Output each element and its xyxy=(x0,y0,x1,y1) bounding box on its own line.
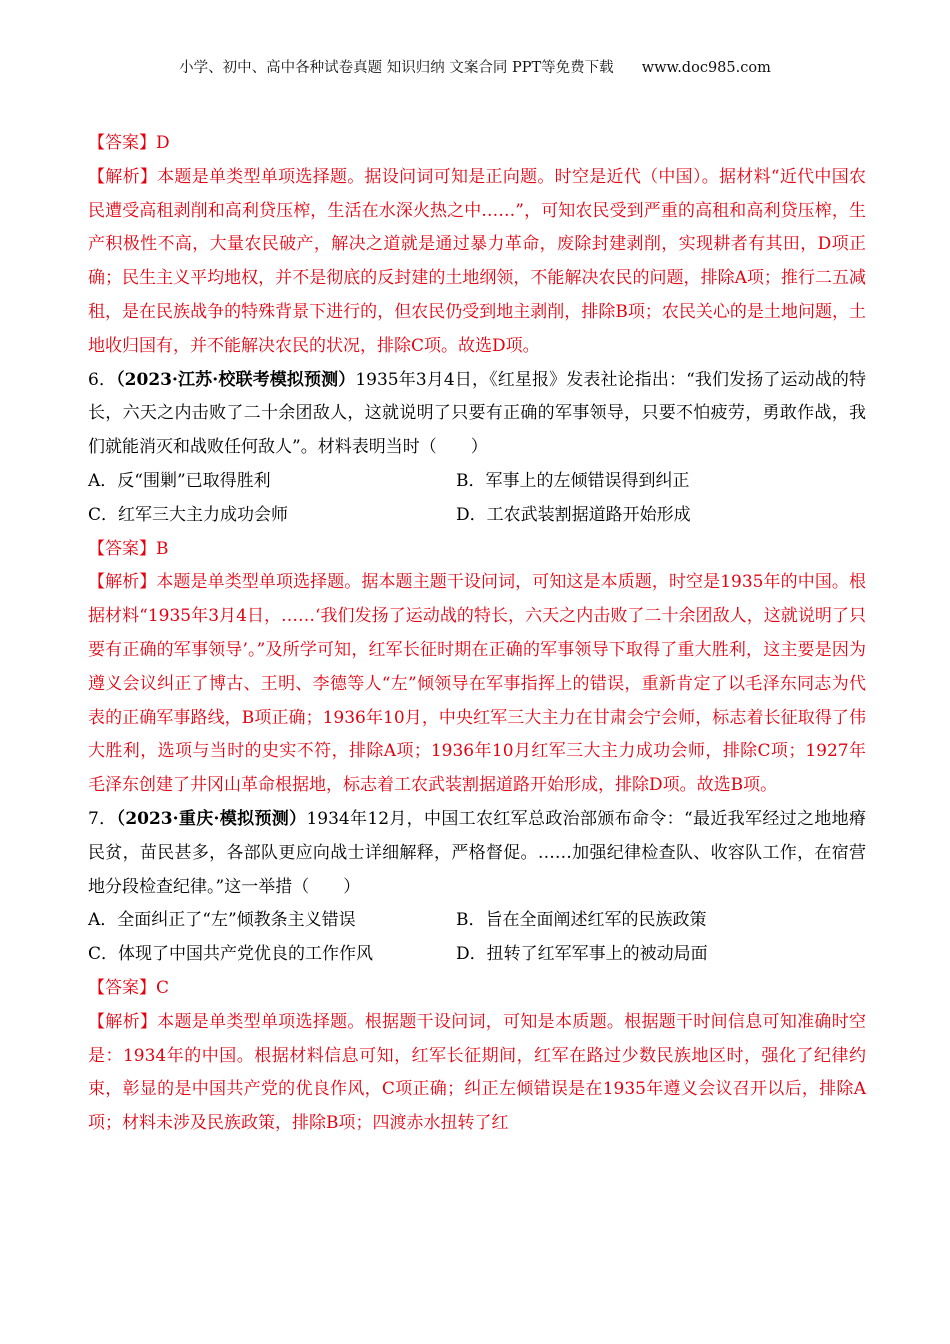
q6-source: （2023·江苏·校联考模拟预测） xyxy=(116,369,356,390)
q6-stem: 1935年3月4日，《红星报》发表社论指出：“我们发扬了运动战的特长，六天之内击败了二十余团敌人，这就说明了只要有正确的军事领导，只要不怕疲劳，勇敢作战，我们就能消灭和战败任何敌人”。材料表明当时（ ） xyxy=(88,369,866,458)
header-text: 小学、初中、高中各种试卷真题 知识归纳 文案合同 PPT等免费下载 xyxy=(179,60,614,76)
q7-option-c: C．体现了中国共产党优良的工作作风 xyxy=(88,944,374,965)
q7-stem: 1934年12月，中国工农红军总政治部颁布命令：“最近我军经过之地地瘠民贫，苗民甚多，各部队更应向战士详细解释，严格督促。……加强纪律检查队、收容队工作，在宿营地分段检查纪律。”这一举措（ ） xyxy=(88,808,866,897)
q6-option-a: A．反“围剿”已取得胜利 xyxy=(88,470,271,491)
document-body xyxy=(88,127,866,1141)
q7-number: 7． xyxy=(88,808,117,829)
q6-question xyxy=(88,364,866,465)
q6-answer: 【答案】B xyxy=(88,538,169,559)
page-header xyxy=(0,56,950,77)
q7-options-row-2 xyxy=(88,938,866,972)
q7-source: （2023·重庆·模拟预测） xyxy=(116,808,307,829)
q7-options-row-1 xyxy=(88,904,866,938)
q6-option-d: D．工农武装割据道路开始形成 xyxy=(456,504,691,525)
q6-analysis: 【解析】本题是单类型单项选择题。据本题主题干设问词，可知这是本质题，时空是1935年的中国。根据材料“1935年3月4日，……‘我们发扬了运动战的特长，六天之内击败了二十余团敌人，这就说明了只要有正确的军事领导’。”及所学可知，红军长征时期在正确的军事领导下取得了重大胜利，这主要是因为遵义会议纠正了博古、王明、李德等人“左”倾领导在军事指挥上的错误，重新肯定了以毛泽东同志为代表的正确军事路线，B项正确；1936年10月，中央红军三大主力在甘肃会宁会师，标志着长征取得了伟大胜利，选项与当时的史实不符，排除A项；1936年10月红军三大主力成功会师，排除C项；1927年毛泽东创建了井冈山革命根据地，标志着工农武装割据道路开始形成，排除D项。故选B项。 xyxy=(88,572,866,796)
q7-option-b: B．旨在全面阐述红军的民族政策 xyxy=(456,910,707,931)
q7-question xyxy=(88,803,866,904)
header-url[interactable]: www.doc985.com xyxy=(641,60,771,76)
q7-analysis: 【解析】本题是单类型单项选择题。根据题干设问词，可知是本质题。根据题干时间信息可知准确时空是：1934年的中国。根据材料信息可知，红军长征期间，红军在路过少数民族地区时，强化了纪律约束，彰显的是中国共产党的优良作风，C项正确；纠正左倾错误是在1935年遵义会议召开以后，排除A项；材料未涉及民族政策，排除B项；四渡赤水扭转了红 xyxy=(88,1011,866,1134)
q7-option-a: A．全面纠正了“左”倾教条主义错误 xyxy=(88,910,356,931)
q7-answer: 【答案】C xyxy=(88,977,170,998)
q5-answer: 【答案】D xyxy=(88,133,170,153)
q6-options-row-2 xyxy=(88,499,866,533)
q6-options-row-1 xyxy=(88,465,866,499)
q6-option-b: B．军事上的左倾错误得到纠正 xyxy=(456,470,690,491)
q6-number: 6． xyxy=(88,369,117,390)
q5-analysis: 【解析】本题是单类型单项选择题。据设问词可知是正向题。时空是近代（中国）。据材料“近代中国农民遭受高租剥削和高利贷压榨，生活在水深火热之中……”，可知农民受到严重的高租和高利贷压榨，生产积极性不高，大量农民破产，解决之道就是通过暴力革命，废除封建剥削，实现耕者有其田，D项正确；民生主义平均地权，并不是彻底的反封建的土地纲领，不能解决农民的问题，排除A项；推行二五减租，是在民族战争的特殊背景下进行的，但农民仍受到地主剥削，排除B项；农民关心的是土地问题，土地收归国有，并不能解决农民的状况，排除C项。故选D项。 xyxy=(88,166,866,356)
q6-option-c: C．红军三大主力成功会师 xyxy=(88,504,289,525)
q7-option-d: D．扭转了红军军事上的被动局面 xyxy=(456,944,708,965)
